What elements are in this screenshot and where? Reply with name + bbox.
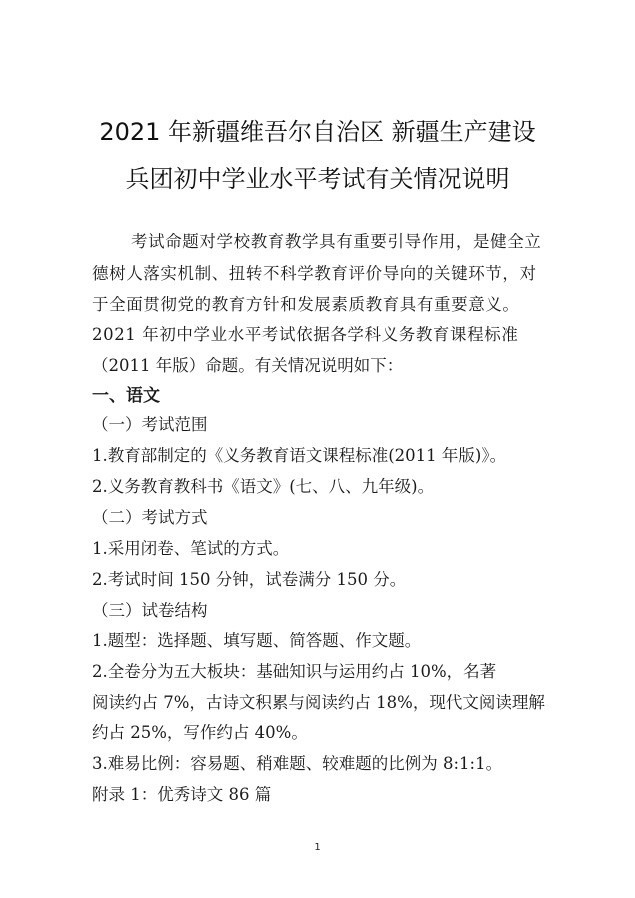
structure-item: 3.难易比例：容易题、稍难题、较难题的比例为 8:1:1。: [92, 754, 503, 773]
intro-line: 德树人落实机制、扭转不科学教育评价导向的关键环节，对: [92, 264, 537, 283]
page-number: 1: [314, 842, 321, 853]
document-title-line-2: 兵团初中学业水平考试有关情况说明: [125, 165, 510, 193]
subsection-heading-method: （二）考试方式: [92, 508, 208, 527]
appendix-reference: 附录 1：优秀诗文 86 篇: [92, 785, 272, 804]
section-heading-chinese: 一、语文: [92, 386, 160, 406]
method-item: 2.考试时间 150 分钟，试卷满分 150 分。: [92, 570, 407, 589]
intro-line: 于全面贯彻党的教育方针和发展素质教育具有重要意义。: [92, 295, 520, 314]
intro-line: 2021 年初中学业水平考试依据各学科义务教育课程标准: [92, 325, 519, 344]
subsection-heading-structure: （三）试卷结构: [92, 601, 208, 620]
structure-item-continued: 阅读约占 7%，古诗文积累与阅读约占 18%，现代文阅读理解: [92, 693, 545, 712]
document-title-line-1: 2021 年新疆维吾尔自治区 新疆生产建设: [99, 118, 536, 146]
intro-line: 考试命题对学校教育教学具有重要引导作用，是健全立: [131, 232, 542, 251]
structure-item: 2.全卷分为五大板块：基础知识与运用约占 10%，名著: [92, 662, 497, 681]
intro-line: （2011 年版）命题。有关情况说明如下：: [92, 356, 404, 375]
scope-item: 1.教育部制定的《义务教育语文课程标准(2011 年版)》。: [92, 446, 507, 465]
method-item: 1.采用闭卷、笔试的方式。: [92, 539, 290, 558]
structure-item: 1.题型：选择题、填写题、简答题、作文题。: [92, 631, 422, 650]
scope-item: 2.义务教育教科书《语文》(七、八、九年级)。: [92, 477, 435, 496]
subsection-heading-scope: （一）考试范围: [92, 415, 208, 434]
structure-item-continued: 约占 25%，写作约占 40%。: [92, 723, 308, 742]
